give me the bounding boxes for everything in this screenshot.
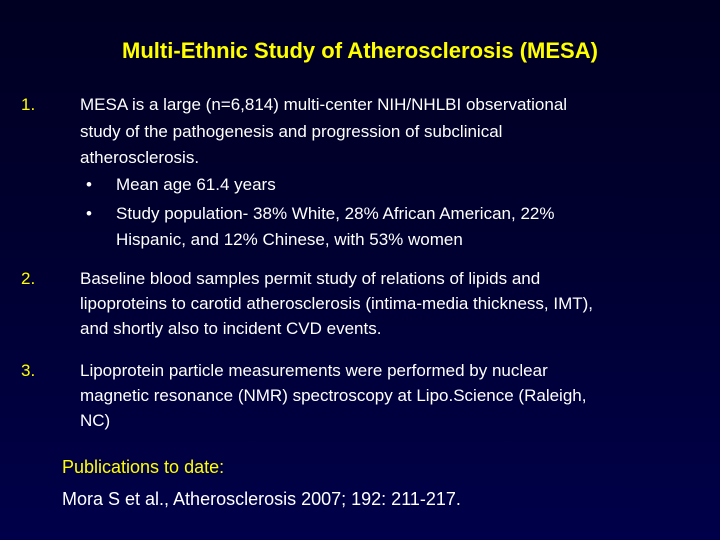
item-line: magnetic resonance (NMR) spectroscopy at Lipo.Science (Raleigh, [80, 386, 587, 405]
item-line: atherosclerosis. [80, 148, 200, 167]
item-line: and shortly also to incident CVD events. [80, 319, 382, 338]
item-line: NC) [80, 411, 111, 430]
bullet-icon: • [86, 175, 92, 194]
item-line: Baseline blood samples permit study of relations of lipids and [80, 269, 541, 288]
item-line: study of the pathogenesis and progression of subclinical [80, 122, 503, 141]
bullet-line: Study population- 38% White, 28% African American, 22% [116, 204, 555, 223]
item-line: lipoproteins to carotid atherosclerosis (intima-media thickness, IMT), [80, 294, 594, 313]
item-number: 3. [21, 361, 36, 380]
item-line: Lipoprotein particle measurements were performed by nuclear [80, 361, 548, 380]
publication-citation: Mora S et al., Atherosclerosis 2007; 192: 211-217. [62, 489, 461, 509]
item-number: 2. [21, 269, 36, 288]
bullet-line: Mean age 61.4 years [116, 175, 276, 194]
slide-title: Multi-Ethnic Study of Atherosclerosis (MESA) [122, 38, 598, 63]
bullet-line: Hispanic, and 12% Chinese, with 53% women [116, 230, 463, 249]
bullet-icon: • [86, 204, 92, 223]
publications-heading: Publications to date: [62, 457, 225, 477]
item-line: MESA is a large (n=6,814) multi-center NIH/NHLBI observational [80, 95, 568, 114]
item-number: 1. [21, 95, 36, 114]
